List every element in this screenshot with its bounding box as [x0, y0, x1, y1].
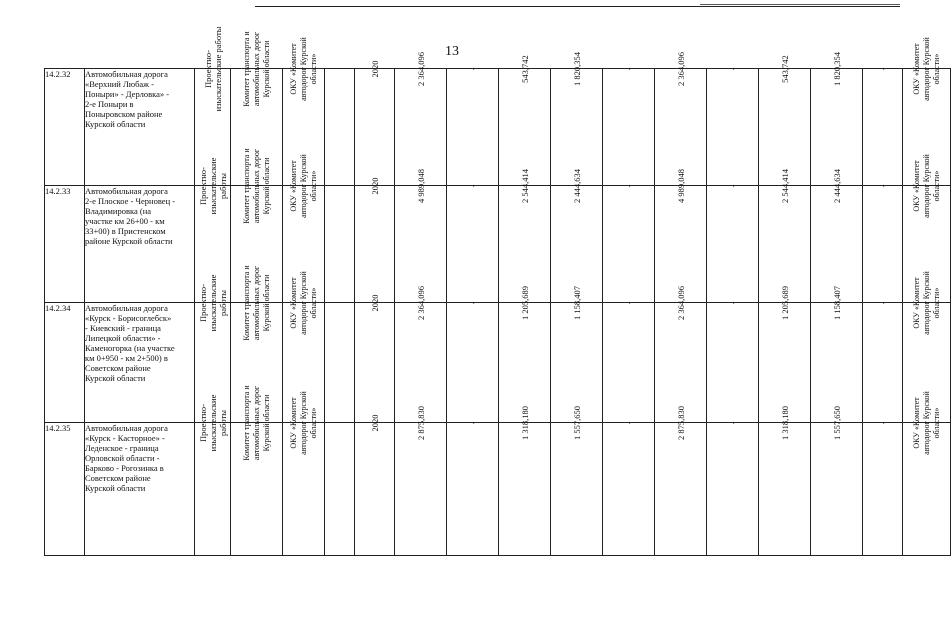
okv: ОКУ «Комитет автодорог Курской области» — [288, 154, 318, 218]
federal-budget-cell — [447, 303, 499, 423]
local-budget: 1 820,354 — [571, 52, 582, 86]
other-sources-2020: - — [877, 67, 888, 71]
local-budget-2020: 1 820,354 — [831, 52, 842, 86]
regional-budget: 2 544,414 — [519, 169, 530, 203]
federal-budget: - — [467, 67, 478, 71]
total-cost: 2 364,096 — [415, 52, 426, 86]
table-row — [45, 303, 951, 423]
regional-budget-cell — [499, 169, 551, 303]
page-number: 13 — [445, 44, 459, 59]
object-name: Автомобильная дорога «Курск - Борисоглебск» - Киевский - граница Липецкой области» - Каменогорка (на участке км 0+950 - км 2+500) в Советском районе Курской области — [85, 303, 175, 383]
header-rule — [255, 6, 900, 7]
federal-budget: - — [467, 301, 478, 305]
executor: ОКУ «Комитет автодорог Курской области» — [911, 37, 941, 101]
other-sources: - — [623, 301, 634, 305]
year: 2020 — [369, 60, 380, 78]
year: 2020 — [369, 414, 380, 432]
total-cost-2020-cell — [655, 406, 707, 556]
work-type-cell — [195, 394, 231, 556]
local-budget: 2 444,634 — [571, 169, 582, 203]
federal-budget-2020-cell — [707, 423, 759, 556]
other-sources-2020: - — [877, 184, 888, 188]
regional-budget-2020: 1 318,180 — [779, 406, 790, 440]
other-sources-2020-cell — [863, 69, 903, 186]
federal-budget-2020-cell — [707, 303, 759, 423]
local-budget: 1 557,650 — [571, 406, 582, 440]
local-budget-cell — [551, 286, 603, 423]
total-cost-cell — [395, 169, 447, 303]
executor: ОКУ «Комитет автодорог Курской области» — [911, 271, 941, 335]
object-name-cell — [85, 423, 195, 556]
customer: Комитет транспорта и автомобильных дорог Курской области — [241, 148, 271, 224]
total-cost-2020: 4 989,048 — [675, 169, 686, 203]
table-row — [45, 423, 951, 556]
total-cost: 4 989,048 — [415, 169, 426, 203]
empty-cell — [325, 69, 355, 186]
total-cost-2020-cell — [655, 52, 707, 186]
table-row — [45, 186, 951, 303]
total-cost-cell — [395, 286, 447, 423]
regional-budget: 543,742 — [519, 55, 530, 83]
object-name-cell — [85, 186, 195, 303]
federal-budget-2020: - — [727, 301, 738, 305]
federal-budget-2020-cell — [707, 69, 759, 186]
other-sources-2020: - — [877, 301, 888, 305]
federal-budget-2020: - — [727, 67, 738, 71]
regional-budget-cell — [499, 406, 551, 556]
year-cell — [355, 177, 395, 303]
other-sources-2020-cell — [863, 423, 903, 556]
work-type: Проектно- изыскательские работы — [197, 394, 228, 452]
federal-budget-cell — [447, 423, 499, 556]
local-budget-2020: 1 158,407 — [831, 286, 842, 320]
regional-budget-2020-cell — [759, 406, 811, 556]
regional-budget: 1 318,180 — [519, 406, 530, 440]
okv: ОКУ «Комитет автодорог Курской области» — [288, 271, 318, 335]
row-number-cell — [45, 423, 85, 556]
other-sources-cell — [603, 303, 655, 423]
other-sources-cell — [603, 69, 655, 186]
other-sources-cell — [603, 186, 655, 303]
row-number-cell — [45, 69, 85, 186]
row-number: 14.2.32 — [45, 69, 71, 79]
object-name: Автомобильная дорога «Курск - Касторное» - Леденское - граница Орловской области - Барково - Рогозинка в Советском районе Курской области — [85, 423, 168, 493]
total-cost-2020: 2 875,830 — [675, 406, 686, 440]
federal-budget: - — [467, 184, 478, 188]
customer: Комитет транспорта и автомобильных дорог Курской области — [241, 31, 271, 107]
year-cell — [355, 294, 395, 423]
customer: Комитет транспорта и автомобильных дорог Курской области — [241, 265, 271, 341]
total-cost-2020: 2 364,096 — [675, 52, 686, 86]
row-number-cell — [45, 186, 85, 303]
year-cell — [355, 60, 395, 186]
regional-budget-2020-cell — [759, 169, 811, 303]
okv: ОКУ «Комитет автодорог Курской области» — [288, 37, 318, 101]
local-budget: 1 158,407 — [571, 286, 582, 320]
total-cost: 2 875,830 — [415, 406, 426, 440]
projects-table — [44, 26, 951, 556]
local-budget-2020-cell — [811, 52, 863, 186]
year: 2020 — [369, 177, 380, 195]
empty-cell — [325, 186, 355, 303]
local-budget-cell — [551, 169, 603, 303]
work-type: Проектно- изыскательские работы — [197, 157, 228, 215]
regional-budget-2020: 2 544,414 — [779, 169, 790, 203]
customer: Комитет транспорта и автомобильных дорог Курской области — [241, 385, 271, 461]
regional-budget-2020-cell — [759, 55, 811, 186]
row-number: 14.2.35 — [45, 423, 71, 433]
regional-budget: 1 205,689 — [519, 286, 530, 320]
other-sources-cell — [603, 423, 655, 556]
federal-budget-2020: - — [727, 421, 738, 425]
header-rule-secondary — [700, 4, 900, 5]
local-budget-cell — [551, 406, 603, 556]
total-cost-2020-cell — [655, 169, 707, 303]
object-name: Автомобильная дорога «Верхний Любаж - Поныри» - Дерловка» - 2-е Поныри в Поныровском районе Курской области — [85, 69, 170, 129]
regional-budget-2020: 1 205,689 — [779, 286, 790, 320]
other-sources: - — [623, 67, 634, 71]
object-name-cell — [85, 303, 195, 423]
federal-budget-2020-cell — [707, 186, 759, 303]
local-budget-2020-cell — [811, 406, 863, 556]
regional-budget-2020: 543,742 — [779, 55, 790, 83]
executor: ОКУ «Комитет автодорог Курской области» — [911, 154, 941, 218]
total-cost-2020: 2 364,096 — [675, 286, 686, 320]
federal-budget-cell — [447, 69, 499, 186]
year-cell — [355, 414, 395, 556]
total-cost-2020-cell — [655, 286, 707, 423]
local-budget-cell — [551, 52, 603, 186]
local-budget-2020-cell — [811, 286, 863, 423]
executor: ОКУ «Комитет автодорог Курской области» — [911, 391, 941, 455]
year: 2020 — [369, 294, 380, 312]
customer-cell — [231, 385, 283, 556]
work-type: Проектно- изыскательские работы — [197, 274, 228, 332]
executor-cell — [903, 391, 951, 556]
okv: ОКУ «Комитет автодорог Курской области» — [288, 391, 318, 455]
regional-budget-cell — [499, 286, 551, 423]
other-sources-2020-cell — [863, 303, 903, 423]
regional-budget-2020-cell — [759, 286, 811, 423]
empty-cell — [325, 423, 355, 556]
empty-cell — [325, 303, 355, 423]
federal-budget-cell — [447, 186, 499, 303]
regional-budget-cell — [499, 55, 551, 186]
row-number-cell — [45, 303, 85, 423]
federal-budget: - — [467, 421, 478, 425]
okv-cell — [283, 391, 325, 556]
other-sources: - — [623, 421, 634, 425]
row-number: 14.2.33 — [45, 186, 71, 196]
object-name: Автомобильная дорога 2-е Плоское - Черновец - Владимировка (на участке км 26+00 - км 33+00) в Пристенском районе Курской области — [85, 186, 176, 246]
object-name-cell — [85, 69, 195, 186]
table-row — [45, 69, 951, 186]
total-cost-cell — [395, 406, 447, 556]
other-sources-2020-cell — [863, 186, 903, 303]
local-budget-2020: 2 444,634 — [831, 169, 842, 203]
other-sources: - — [623, 184, 634, 188]
local-budget-2020: 1 557,650 — [831, 406, 842, 440]
other-sources-2020: - — [877, 421, 888, 425]
row-number: 14.2.34 — [45, 303, 71, 313]
total-cost-cell — [395, 52, 447, 186]
work-type: Проектно- изыскательские работы — [202, 26, 223, 112]
federal-budget-2020: - — [727, 184, 738, 188]
total-cost: 2 364,096 — [415, 286, 426, 320]
local-budget-2020-cell — [811, 169, 863, 303]
